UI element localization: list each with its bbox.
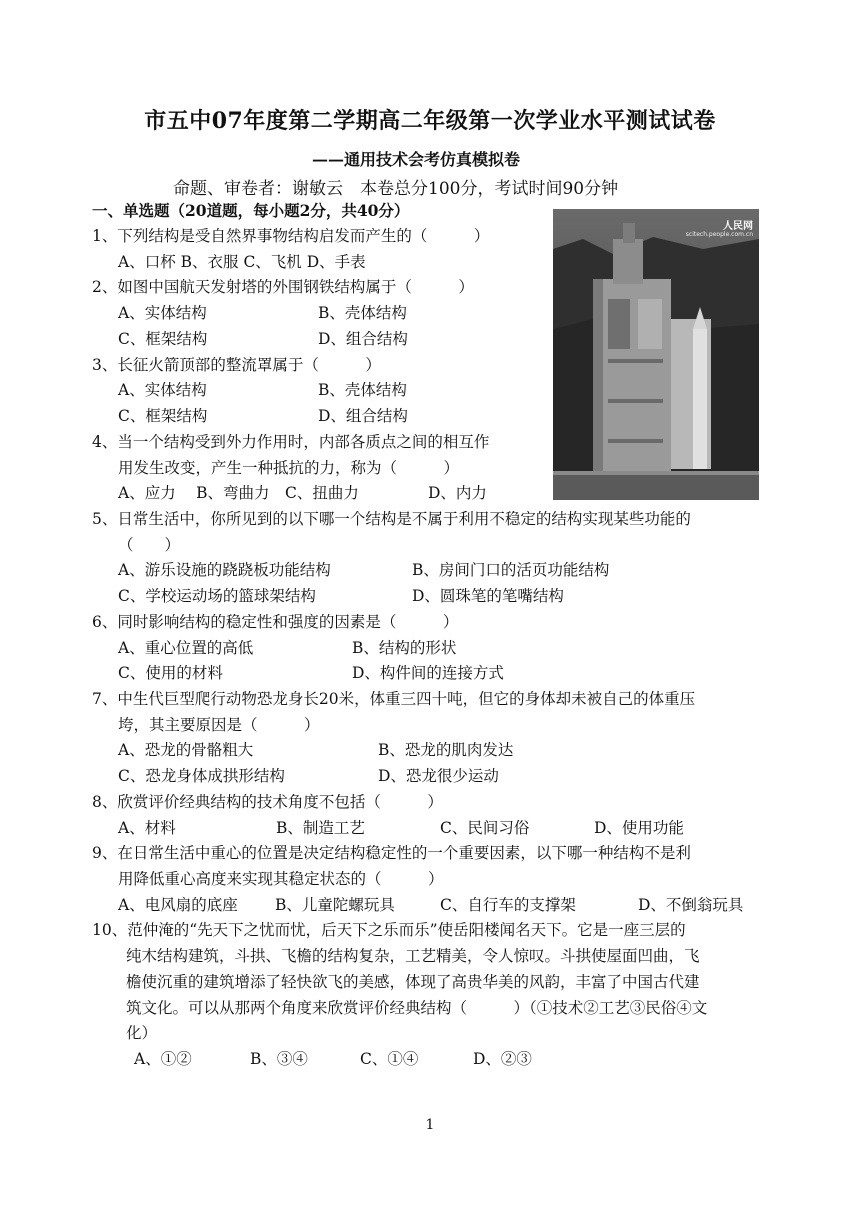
option: D、恐龙很少运动 <box>378 767 499 785</box>
author-info: 命题、审卷者：谢敏云 本卷总分100分，考试时间90分钟 <box>173 179 619 199</box>
option: D、构件间的连接方式 <box>352 664 504 682</box>
section-heading: 一、单选题（20道题，每小题2分，共40分） <box>92 201 410 220</box>
question-line: 化） <box>126 1024 158 1042</box>
option: D、组合结构 <box>318 407 408 425</box>
option: D、②③ <box>473 1050 532 1068</box>
option: B、③④ <box>250 1050 308 1068</box>
option: C、框架结构 <box>118 330 208 348</box>
option: B、儿童陀螺玩具 <box>275 896 395 914</box>
option: A、游乐设施的跷跷板功能结构 <box>118 561 331 579</box>
option: A、材料 <box>118 819 176 837</box>
question-line: 10、范仲淹的“先天下之忧而忧，后天下之乐而乐”使岳阳楼闻名天下。它是一座三层的 <box>92 921 686 939</box>
option: B、房间门口的活页功能结构 <box>412 561 610 579</box>
question-line: 2、如图中国航天发射塔的外围钢铁结构属于（ ） <box>92 278 474 296</box>
page-subtitle: ——通用技术会考仿真模拟卷 <box>312 150 521 169</box>
question-line: 5、日常生活中，你所见到的以下哪一个结构是不属于利用不稳定的结构实现某些功能的 <box>92 510 691 528</box>
option: D、使用功能 <box>594 819 684 837</box>
option: B、恐龙的肌肉发达 <box>378 741 514 759</box>
option: C、民间习俗 <box>440 819 530 837</box>
option: C、恐龙身体成拱形结构 <box>118 767 285 785</box>
option: A、应力 B、弯曲力 C、扭曲力 <box>118 484 359 502</box>
page-title: 市五中07年度第二学期高二年级第一次学业水平测试试卷 <box>144 108 716 134</box>
question-line: 纯木结构建筑，斗拱、飞檐的结构复杂，工艺精美，令人惊叹。斗拱使屋面凹曲，飞 <box>126 947 700 965</box>
option: B、壳体结构 <box>318 304 407 322</box>
question-line: 用降低重心高度来实现其稳定状态的（ ） <box>118 870 444 888</box>
question-line: 6、同时影响结构的稳定性和强度的因素是（ ） <box>92 613 459 631</box>
question-line: 8、欣赏评价经典结构的技术角度不包括（ ） <box>92 793 443 811</box>
option: A、重心位置的高低 <box>118 639 254 657</box>
page-number: 1 <box>425 1117 435 1133</box>
question-line: 3、长征火箭顶部的整流罩属于（ ） <box>92 356 381 374</box>
option: C、①④ <box>360 1050 419 1068</box>
option: C、框架结构 <box>118 407 208 425</box>
launch-tower-image <box>553 209 759 500</box>
photo-watermark-url: scitech.people.com.cn <box>685 231 753 238</box>
option: D、圆珠笔的笔嘴结构 <box>412 587 564 605</box>
question-line: （ ） <box>118 536 181 554</box>
option: B、结构的形状 <box>352 639 457 657</box>
option: D、内力 <box>428 484 487 502</box>
option: C、学校运动场的篮球架结构 <box>118 587 316 605</box>
photo-watermark: 人民网 <box>723 221 753 232</box>
question-line: 用发生改变，产生一种抵抗的力，称为（ ） <box>118 459 460 477</box>
question-line: 垮，其主要原因是（ ） <box>118 716 320 734</box>
option: A、实体结构 <box>118 304 207 322</box>
option: C、自行车的支撑架 <box>440 896 576 914</box>
option: D、组合结构 <box>318 330 408 348</box>
question-line: 筑文化。可以从那两个角度来欣赏评价经典结构（ ）（①技术②工艺③民俗④文 <box>126 999 708 1017</box>
question-line: 4、当一个结构受到外力作用时，内部各质点之间的相互作 <box>92 433 490 451</box>
option: C、使用的材料 <box>118 664 223 682</box>
option: A、实体结构 <box>118 381 207 399</box>
option: B、制造工艺 <box>276 819 365 837</box>
option: D、不倒翁玩具 <box>638 896 744 914</box>
question-line: 7、中生代巨型爬行动物恐龙身长20米，体重三四十吨，但它的身体却未被自己的体重压 <box>92 690 696 708</box>
option: A、电风扇的底座 <box>118 896 238 914</box>
option: A、恐龙的骨骼粗大 <box>118 741 254 759</box>
question-line: 9、在日常生活中重心的位置是决定结构稳定性的一个重要因素，以下哪一种结构不是利 <box>92 844 691 862</box>
launch-tower-photo <box>553 209 759 500</box>
option: A、①② <box>134 1050 192 1068</box>
question-line: 檐使沉重的建筑增添了轻快欲飞的美感，体现了高贵华美的风韵，丰富了中国古代建 <box>126 973 700 991</box>
option-line: A、口杯 B、衣服 C、飞机 D、手表 <box>118 253 366 271</box>
option: B、壳体结构 <box>318 381 407 399</box>
question-line: 1、下列结构是受自然界事物结构启发而产生的（ ） <box>92 227 490 245</box>
